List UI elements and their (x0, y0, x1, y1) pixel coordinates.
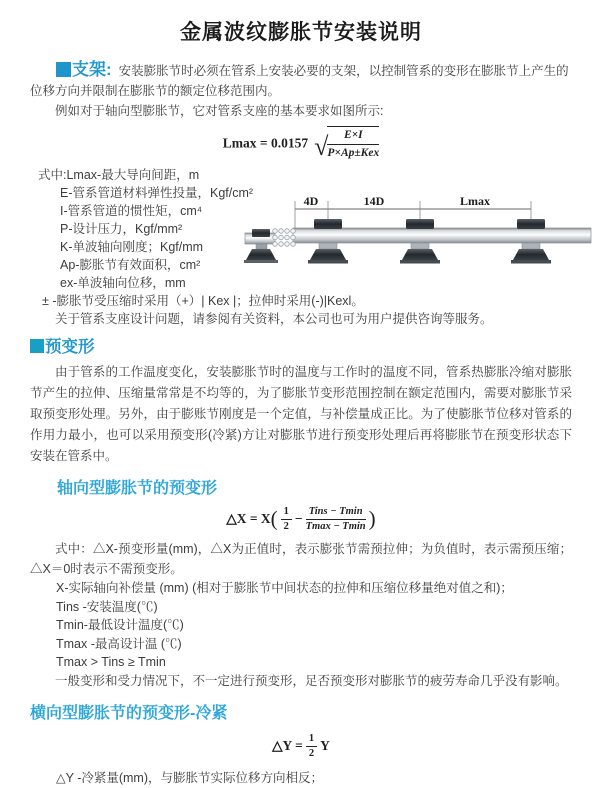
support-intro-paragraph (30, 60, 572, 101)
consult-note: 关于管系支座设计问题，请参阅有关资料，本公司也可为用户提供咨询等服务。 (55, 311, 493, 326)
definition-line: I-管系管道的惯性矩，cm⁴ (60, 203, 203, 218)
section-marker-icon (56, 62, 71, 77)
support-example-line: 例如对于轴向型膨胀节，它对管系支座的基本要求如图所示: (55, 104, 384, 118)
support-section-heading: 支架: (72, 60, 112, 79)
axial-subsection-heading: 轴向型膨胀节的预变形 (57, 479, 218, 497)
dimension-label-14d: 14D (363, 194, 385, 208)
lateral-subsection-heading: 横向型膨胀节的预变形-冷紧 (30, 705, 228, 723)
definition-line: ex-单波轴向位移，mm (60, 275, 186, 290)
axial-explanation-paragraph: 式中：△X-预变形量(mm)，△X为正值时，表示膨张节需预拉伸；为负值时，表示需预压缩；△X＝0时表示不需预变形。 (30, 542, 572, 577)
minus-operator: − (294, 511, 303, 527)
definition-line: 式中:Lmax-最大导向间距，m (38, 167, 200, 182)
close-paren: ) (368, 506, 376, 531)
sqrt-radical (314, 126, 379, 161)
pipe (293, 228, 591, 243)
dimension-label-lmax: Lmax (460, 194, 490, 208)
sqrt-denominator: P×Ap±Kex (327, 146, 380, 159)
temperature-definition-line: Tmin-最低设计温度(℃) (56, 618, 184, 633)
axial-note-line: 一般变形和受力情况下，不一定进行预变形，足否预变形对膨胀节的疲劳寿命几乎没有影响。 (55, 673, 568, 688)
temperature-definition-line: Tmax -最高设计温 (℃) (56, 636, 182, 651)
predeform-section-heading (30, 336, 572, 359)
page-title: 金属波纹膨胀节安装说明 (180, 21, 422, 44)
open-paren: ( (270, 506, 278, 531)
lateral-predeform-formula (30, 732, 572, 760)
sqrt-symbol: √ (314, 131, 329, 161)
temperature-definition-line: Tins -安装温度(℃) (56, 599, 158, 614)
predeform-heading-text: 预变形 (45, 337, 95, 356)
lateral-formula-rhs: Y (320, 738, 330, 754)
one-half-fraction: $\frac{1}{2}$ (306, 732, 317, 760)
axial-predeform-formula (30, 505, 572, 533)
sqrt-numerator: E×I (327, 127, 379, 145)
section-marker-icon (30, 339, 44, 353)
axial-formula-lhs: △X = X (226, 511, 271, 527)
lateral-formula-lhs: △Y = (272, 738, 303, 754)
pipe-support-spacing-diagram (243, 192, 595, 287)
definition-line: Ap-膨胀节有效面积，cm² (60, 257, 201, 272)
temperature-fraction: $\frac{\text{Tins − Tmin}}{Tmax - Tmin}$ (305, 505, 366, 532)
bellows (273, 229, 296, 247)
dimension-label-4d: 4D (303, 194, 319, 208)
predeform-body-paragraph: 由于管系的工作温度变化，安装膨胀节时的温度与工作时的温度不同，管系热膨胀冷缩对膨胀节产生的拉伸、压缩量常常是不均等的，为了膨胀节变形范围控制在额定范围内，需要对膨胀节采取预变形处理。另外，由于膨账节刚度是一个定值，与补偿量成正比。为了使膨胀节位移对管系的作用力最小，也可以采用预变形(冷紧)方让对膨胀节进行预变形处理后再将膨胀节在预变形状态下安装在管系中。 (30, 364, 572, 463)
one-half-fraction: $\frac{1}{2}$ (281, 505, 292, 533)
temperature-definition-line: Tmax > Tins ≥ Tmin (56, 655, 166, 670)
lateral-note-line: △Y -冷紧量(mm)，与膨胀节实际位移方向相反； (56, 771, 324, 786)
support-intro-text: 安装膨胀节时必须在管系上安装必要的支架，以控制管系的变形在膨胀节上产生的位移方向并限制在膨胀节的额定位移范围内。 (30, 64, 569, 98)
definition-line: E-管系管道材料弹性投量，Kgf/cm² (60, 185, 254, 200)
plus-minus-note: ± -膨胀节受压缩时采用（+）| Kex |；拉伸时采用(-)|Kexl。 (42, 293, 364, 308)
definition-line: P-设计压力，Kgf/mm² (60, 221, 183, 236)
axial-x-definition-line: X-实际轴向补偿量 (mm) (相对于膨胀节中间状态的拉伸和压缩位移量绝对值之和)； (56, 581, 513, 596)
lmax-formula (30, 126, 572, 161)
lmax-formula-lhs: Lmax = 0.0157 (222, 135, 309, 151)
definition-line: K-单波轴向刚度；Kgf/mm (60, 239, 204, 254)
temperature-definitions (30, 598, 572, 672)
